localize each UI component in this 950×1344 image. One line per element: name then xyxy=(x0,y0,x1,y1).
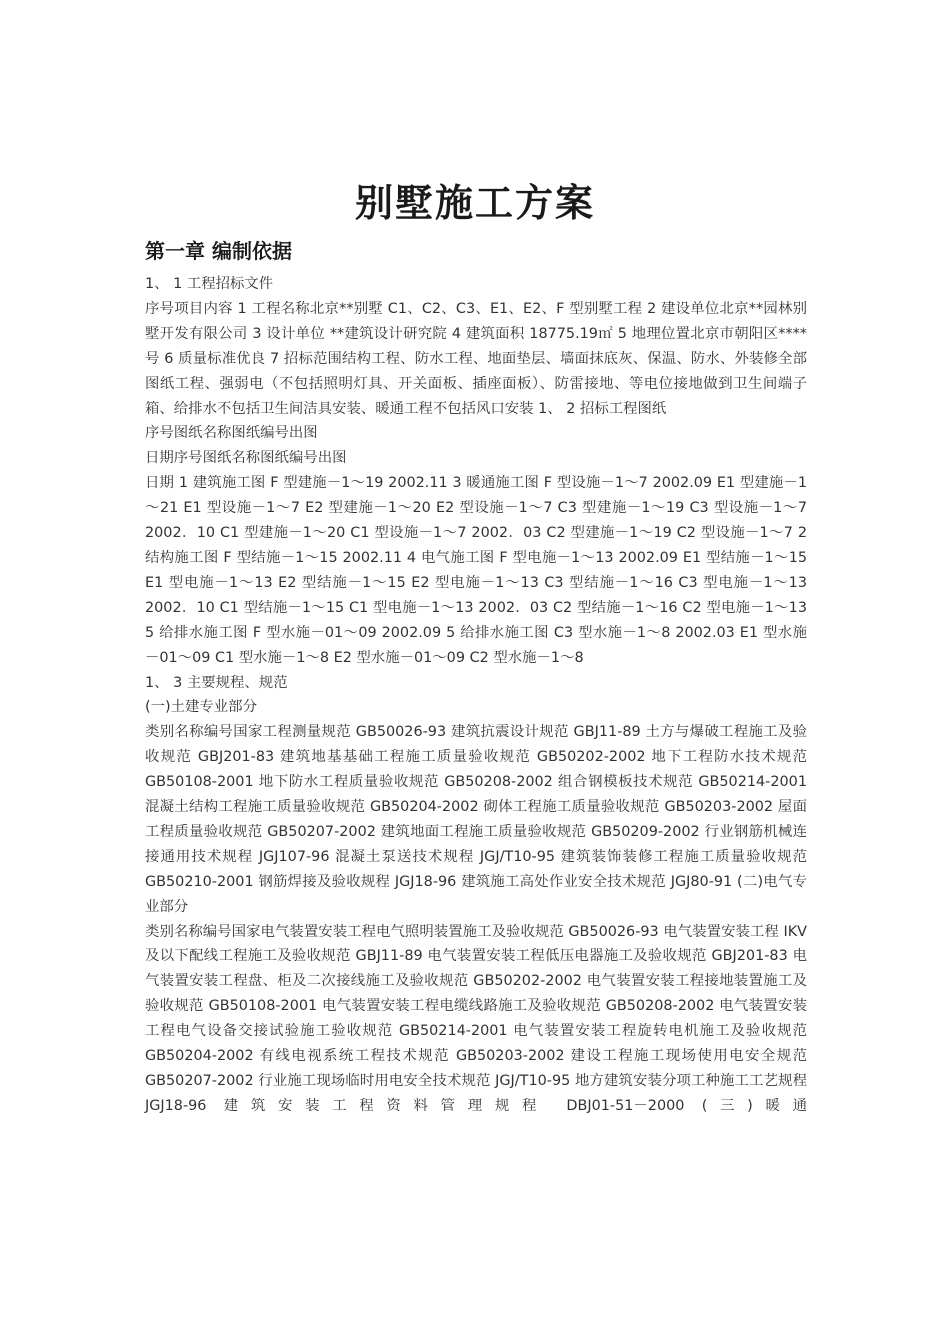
paragraph-project-info: 序号项目内容 1 工程名称北京**别墅 C1、C2、C3、E1、E2、F 型别墅工程 2 建设单位北京**园林别墅开发有限公司 3 设计单位 **建筑设计研究院 4 建筑面积 18775.19㎡ 5 地理位置北京市朝阳区****号 6 质量标准优良 7 招标范围结构工程、防水工程、地面垫层、墙面抹底灰、保温、防水、外装修全部图纸工程、强弱电（不包括照明灯具、开关面板、插座面板）、防雷接地、等电位接地做到卫生间端子箱、给排水不包括卫生间洁具安装、暖通工程不包括风口安装 1、 2 招标工程图纸 xyxy=(145,300,807,417)
paragraph-electrical-standards: 类别名称编号国家电气装置安装工程电气照明装置施工及验收规范 GB50026-93 电气装置安装工程 IKV 及以下配线工程施工及验收规范 GBJ11-89 电气装置安装工程低压电器施工及验收规范 GBJ201-83 电气装置安装工程盘、柜及二次接线施工及验收规范 GB50202-2002 电气装置安装工程接地装置施工及验收规范 GB50108-2001 电气装置安装工程电缆线路施工及验收规范 GB50208-2002 电气装置安装工程电气设备交接试验施工验收规范 GB50214-2001 电气装置安装工程旋转电机施工及验收规范 GB50204-2002 有线电视系统工程技术规范 GB50203-2002 建设工程施工现场使用电安全规范 GB50207-2002 行业施工现场临时用电安全技术规范 JGJ/T10-95 地方建筑安装分项工种施工工艺规程 JGJ18-96 建筑安装工程资料管理规程 DBJ01-51－2000 (三)暖通 xyxy=(145,923,807,1114)
paragraph-civil-standards: 类别名称编号国家工程测量规范 GB50026-93 建筑抗震设计规范 GBJ11-89 土方与爆破工程施工及验收规范 GBJ201-83 建筑地基基础工程施工质量验收规范 GB50202-2002 地下工程防水技术规范 GB50108-2001 地下防水工程质量验收规范 GB50208-2002 组合钢模板技术规范 GB50214-2001 混凝土结构工程施工质量验收规范 GB50204-2002 砌体工程施工质量验收规范 GB50203-2002 屋面工程质量验收规范 GB50207-2002 建筑地面工程施工质量验收规范 GB50209-2002 行业钢筋机械连接通用技术规程 JGJ107-96 混凝土泵送技术规程 JGJ/T10-95 建筑装饰装修工程施工质量验收规范 GB50210-2001 钢筋焊接及验收规程 JGJ18-96 建筑施工高处作业安全技术规范 JGJ80-91 (二)电气专业部分 xyxy=(145,724,807,915)
section-heading-bid-documents: 1、 1 工程招标文件 xyxy=(145,276,274,292)
document-title: 别墅施工方案 xyxy=(354,180,595,225)
paragraph-drawing-table-header-2: 日期序号图纸名称图纸编号出图 xyxy=(145,450,347,467)
document-body xyxy=(145,272,807,1119)
paragraph-drawing-list: 日期 1 建筑施工图 F 型建施－1～19 2002.11 3 暖通施工图 F 型设施－1～7 2002.09 E1 型建施－1～21 E1 型设施－1～7 E2 型建施－1～20 E2 型设施－1～7 C3 型建施－1～19 C3 型设施－1～7 2002．10 C1 型建施－1～20 C1 型设施－1～7 2002．03 C2 型建施－1～19 C2 型设施－1～7 2 结构施工图 F 型结施－1～15 2002.11 4 电气施工图 F 型电施－1～13 2002.09 E1 型结施－1～15 E1 型电施－1～13 E2 型结施－1～15 E2 型电施－1～13 C3 型结施－1～16 C3 型电施－1～13 2002．10 C1 型结施－1～15 C1 型电施－1～13 2002．03 C2 型结施－1～16 C2 型电施－1～13 5 给排水施工图 F 型水施－01～09 2002.09 5 给排水施工图 C3 型水施－1～8 2002.03 E1 型水施－01～09 C1 型水施－1～8 E2 型水施－01～09 C2 型水施－1～8 xyxy=(145,475,807,666)
section-heading-regulations: 1、 3 主要规程、规范 xyxy=(145,674,288,691)
subsection-heading-civil: (一)土建专业部分 xyxy=(145,699,257,716)
paragraph-drawing-table-header: 序号图纸名称图纸编号出图 xyxy=(145,425,318,442)
chapter-heading: 第一章 编制依据 xyxy=(145,239,292,263)
